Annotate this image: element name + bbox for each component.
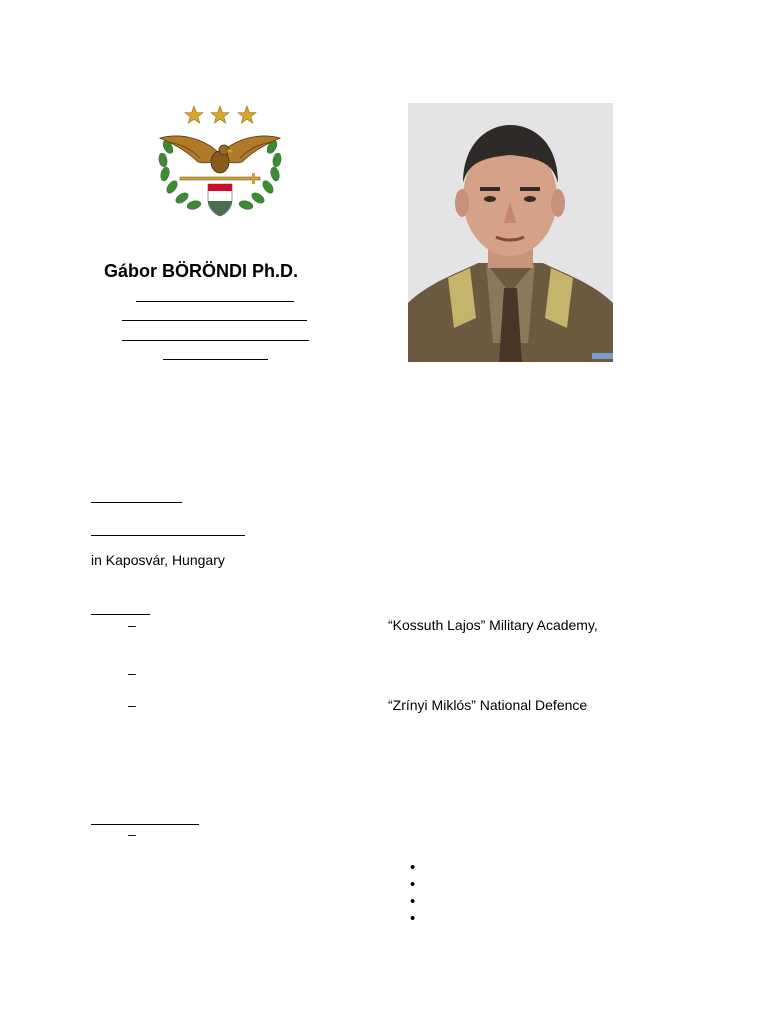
title-line-2 [122, 320, 307, 321]
career-dash: – [128, 826, 136, 842]
military-emblem [154, 102, 286, 222]
education-item-1: “Kossuth Lajos” Military Academy, [388, 617, 598, 633]
eagle-emblem-icon [154, 102, 286, 222]
title-line-1 [136, 301, 294, 302]
portrait-image [408, 103, 613, 362]
career-bullet-3: • [410, 893, 416, 910]
birth-place: in Kaposvár, Hungary [91, 552, 225, 568]
career-heading-underline [91, 824, 199, 825]
education-dash-1: – [128, 617, 136, 633]
person-name: Gábor BÖRÖNDI Ph.D. [104, 261, 299, 281]
education-dash-2: – [128, 665, 136, 681]
career-bullet-2: • [410, 876, 416, 893]
section-heading-underline-2 [91, 535, 245, 536]
title-line-4 [163, 359, 268, 360]
career-bullet-1: • [410, 859, 416, 876]
education-dash-3: – [128, 697, 136, 713]
career-bullet-4: • [410, 910, 416, 927]
title-line-3 [122, 340, 309, 341]
education-heading-underline [91, 614, 150, 615]
portrait-photo [408, 103, 613, 362]
section-heading-underline-1 [91, 502, 182, 503]
education-item-3: “Zrínyi Miklós” National Defence [388, 697, 588, 713]
